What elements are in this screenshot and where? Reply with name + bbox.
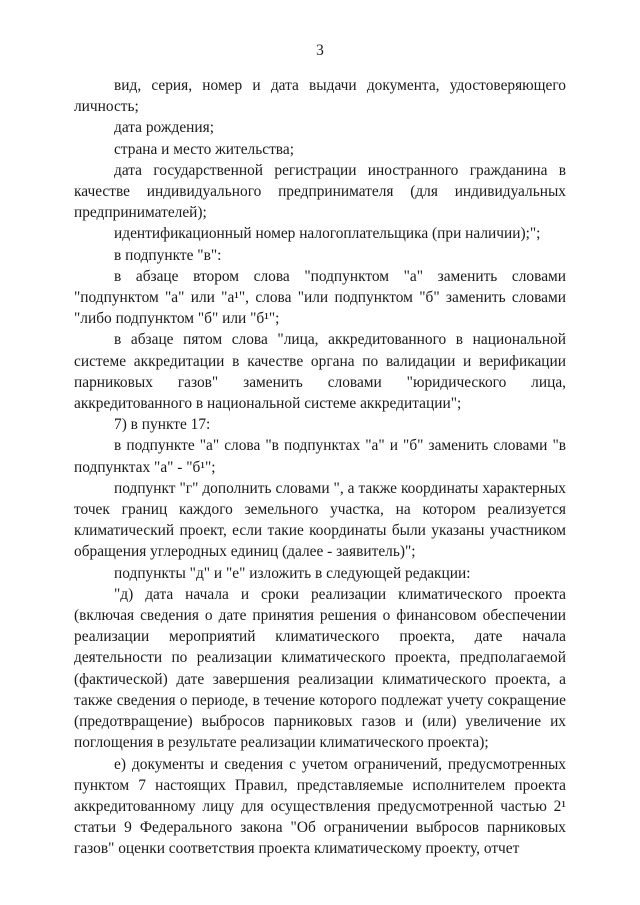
paragraph: подпункт "г" дополнить словами ", а также координаты характерных точек границ каждого земельного участка, на котором реализуется климатический проект, если такие координаты были указаны участником обращения углеродных единиц (далее - заявитель)"; [74, 479, 566, 561]
paragraph: "д) дата начала и сроки реализации климатического проекта (включая сведения о дате принятия решения о финансовом обеспечении реализации мероприятий климатического проекта, дате начала деятельности по реализации климатического проекта, предполагаемой (фактической) дате завершения реализации климатического проекта, а также сведения о периоде, в течение которого подлежат учету сокращение (предотвращение) выбросов парниковых газов и (или) увеличение их поглощения в результате реализации климатического проекта); [74, 585, 566, 752]
document-body [74, 75, 566, 860]
paragraph: в абзаце втором слова "подпунктом "а" заменить словами "подпунктом "а" или "а¹", слова "или подпунктом "б" заменить словами "либо подпунктом "б" или "б¹"; [74, 267, 566, 328]
paragraph: в абзаце пятом слова "лица, аккредитованного в национальной системе аккредитации в качестве органа по валидации и верификации парниковых газов" заменить словами "юридического лица, аккредитованного в национальной системе аккредитации"; [74, 331, 566, 413]
paragraph: страна и место жительства; [114, 140, 294, 158]
paragraph: в подпункте "в": [114, 246, 222, 264]
paragraph: дата государственной регистрации иностранного гражданина в качестве индивидуального предпринимателя (для индивидуальных предпринимателей); [74, 161, 566, 222]
paragraph: 7) в пункте 17: [114, 416, 211, 434]
paragraph: е) документы и сведения с учетом ограничений, предусмотренных пунктом 7 настоящих Правил, представляемые исполнителем проекта аккредитованному лицу для осуществления предусмотренной частью 2¹ статьи 9 Федерального закона "Об ограничении выбросов парниковых газов" оценки соответствия проекта климатическому проекту, отчет [74, 755, 566, 858]
paragraph: подпункты "д" и "е" изложить в следующей редакции: [114, 564, 471, 582]
paragraph: вид, серия, номер и дата выдачи документа, удостоверяющего личность; [74, 77, 566, 116]
page-number: 3 [316, 42, 324, 59]
paragraph: в подпункте "а" слова "в подпунктах "а" и "б" заменить словами "в подпунктах "а" - "б¹"; [74, 437, 566, 476]
paragraph: дата рождения; [114, 119, 214, 137]
paragraph: идентификационный номер налогоплательщика (при наличии);"; [114, 225, 541, 243]
